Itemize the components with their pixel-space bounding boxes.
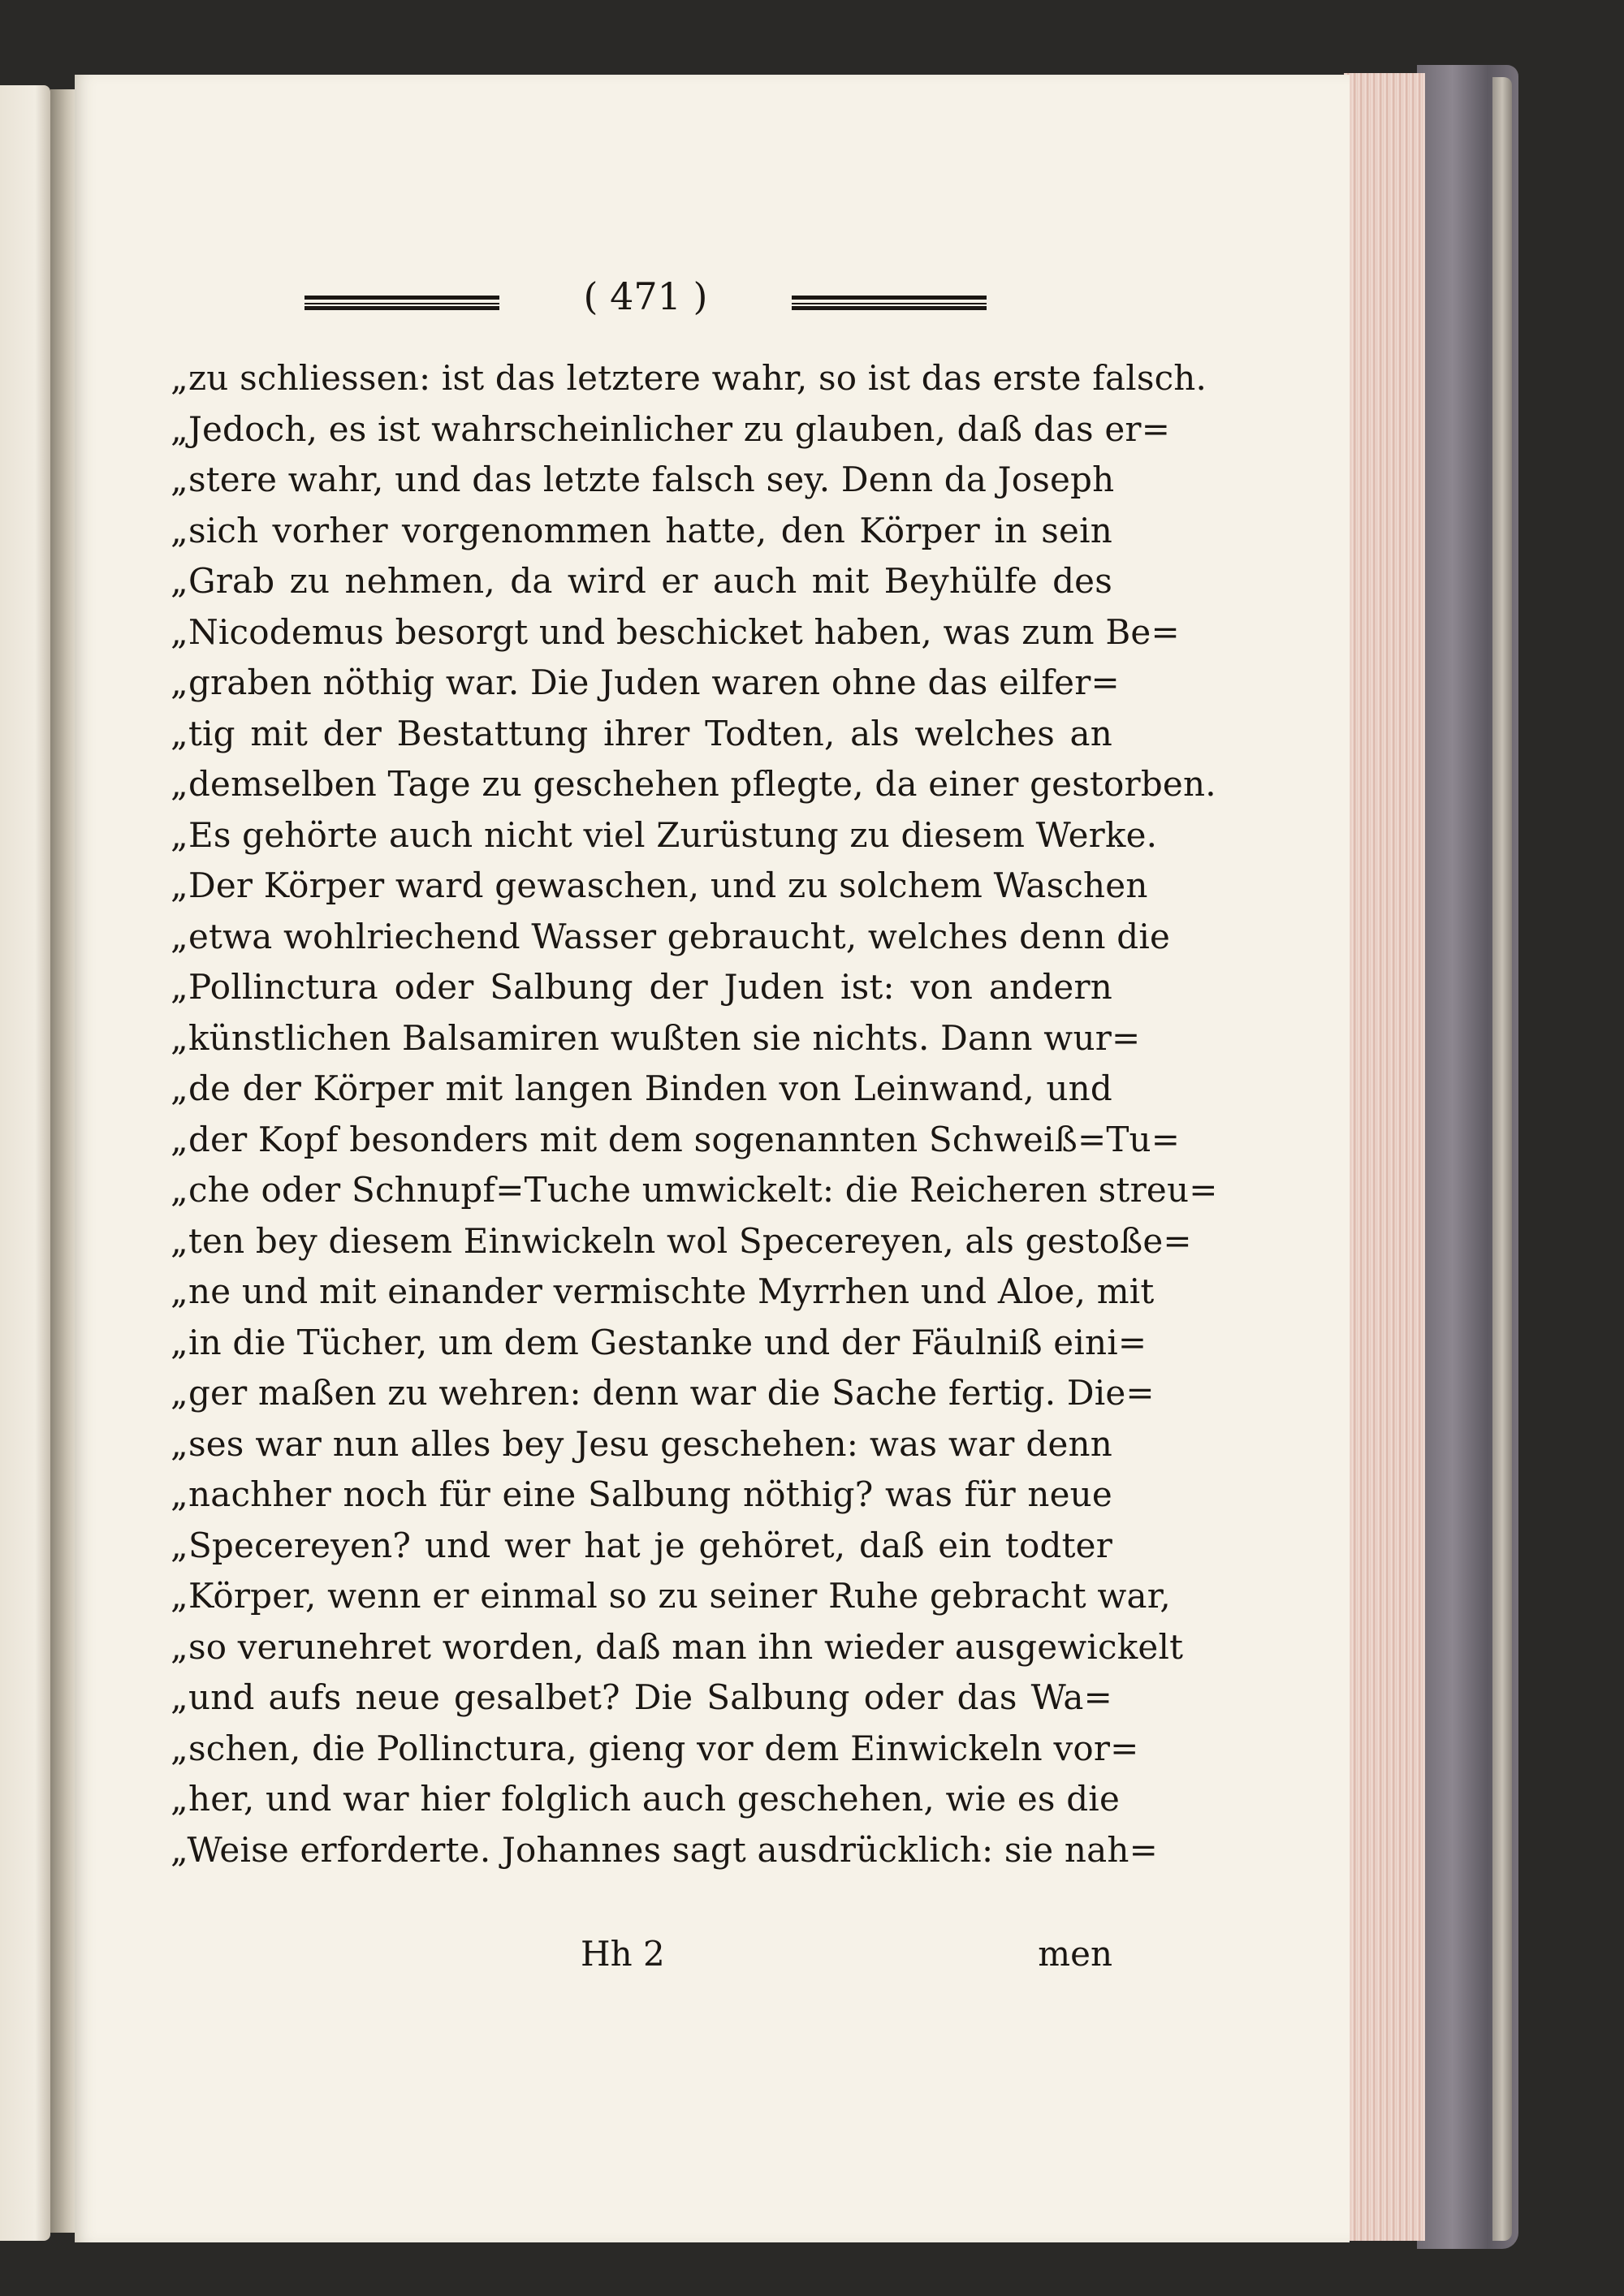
- text-line: „Weise erforderte. Johannes sagt ausdrücklich: sie nah=: [171, 1829, 1159, 1870]
- text-line: „nachher noch für eine Salbung nöthig? was für neue: [171, 1474, 1112, 1514]
- previous-page-edge: [0, 85, 50, 2241]
- text-line: „graben nöthig war. Die Juden waren ohne das eilfer=: [171, 662, 1120, 702]
- text-line: „Grab zu nehmen, da wird er auch mit Beyhülfe des: [171, 561, 1112, 601]
- catchword: men: [1038, 1934, 1112, 1974]
- book-gutter: [50, 89, 78, 2233]
- page-number: ( 471 ): [583, 274, 708, 318]
- page-block-edges: [1344, 73, 1425, 2241]
- body-text: [171, 353, 1218, 1875]
- text-line: „Pollinctura oder Salbung der Juden ist: von andern: [171, 967, 1112, 1007]
- text-line: „der Kopf besonders mit dem sogenannten Schweiß=Tu=: [171, 1119, 1181, 1159]
- text-line: „de der Körper mit langen Binden von Leinwand, und: [171, 1068, 1112, 1108]
- signature-mark: Hh 2: [581, 1934, 665, 1974]
- text-line: „her, und war hier folglich auch geschehen, wie es die: [171, 1779, 1120, 1819]
- text-line: „ses war nun alles bey Jesu geschehen: was war denn: [171, 1423, 1112, 1464]
- text-line: „stere wahr, und das letzte falsch sey. Denn da Joseph: [171, 460, 1115, 499]
- text-line: „schen, die Pollinctura, gieng vor dem Einwickeln vor=: [171, 1728, 1139, 1768]
- text-line: „so verunehret worden, daß man ihn wieder ausgewickelt: [171, 1626, 1184, 1667]
- text-line: „Jedoch, es ist wahrscheinlicher zu glauben, daß das er=: [171, 408, 1171, 449]
- text-line: „ten bey diesem Einwickeln wol Specereyen, als gestoße=: [171, 1220, 1192, 1261]
- text-line: „che oder Schnupf=Tuche umwickelt: die Reicheren streu=: [171, 1170, 1218, 1210]
- text-line: „künstlichen Balsamiren wußten sie nichts. Dann wur=: [171, 1017, 1141, 1058]
- header-rule-left: [304, 296, 499, 310]
- text-line: „ger maßen zu wehren: denn war die Sache fertig. Die=: [171, 1373, 1155, 1413]
- text-line: „Es gehörte auch nicht viel Zurüstung zu diesem Werke.: [171, 814, 1158, 855]
- text-line: „ne und mit einander vermischte Myrrhen und Aloe, mit: [171, 1271, 1155, 1311]
- text-line: „Specereyen? und wer hat je gehöret, daß ein todter: [171, 1525, 1112, 1565]
- text-line: „tig mit der Bestattung ihrer Todten, als welches an: [171, 713, 1112, 753]
- text-line: „Körper, wenn er einmal so zu seiner Ruhe gebracht war,: [171, 1576, 1171, 1616]
- text-line: „und aufs neue gesalbet? Die Salbung oder das Wa=: [171, 1677, 1112, 1717]
- text-line: „zu schliessen: ist das letztere wahr, so ist das erste falsch.: [171, 358, 1207, 398]
- text-line: „in die Tücher, um dem Gestanke und der Fäulniß eini=: [171, 1322, 1147, 1362]
- cover-edge: [1492, 77, 1512, 2241]
- text-line: „Nicodemus besorgt und beschicket haben, was zum Be=: [171, 611, 1180, 652]
- text-line: „etwa wohlriechend Wasser gebraucht, welches denn die: [171, 916, 1171, 956]
- text-line: „sich vorher vorgenommen hatte, den Körper in sein: [171, 510, 1112, 550]
- header-rule-right: [792, 296, 987, 310]
- text-line: „demselben Tage zu geschehen pflegte, da einer gestorben.: [171, 764, 1216, 804]
- text-line: „Der Körper ward gewaschen, und zu solchem Waschen: [171, 865, 1148, 905]
